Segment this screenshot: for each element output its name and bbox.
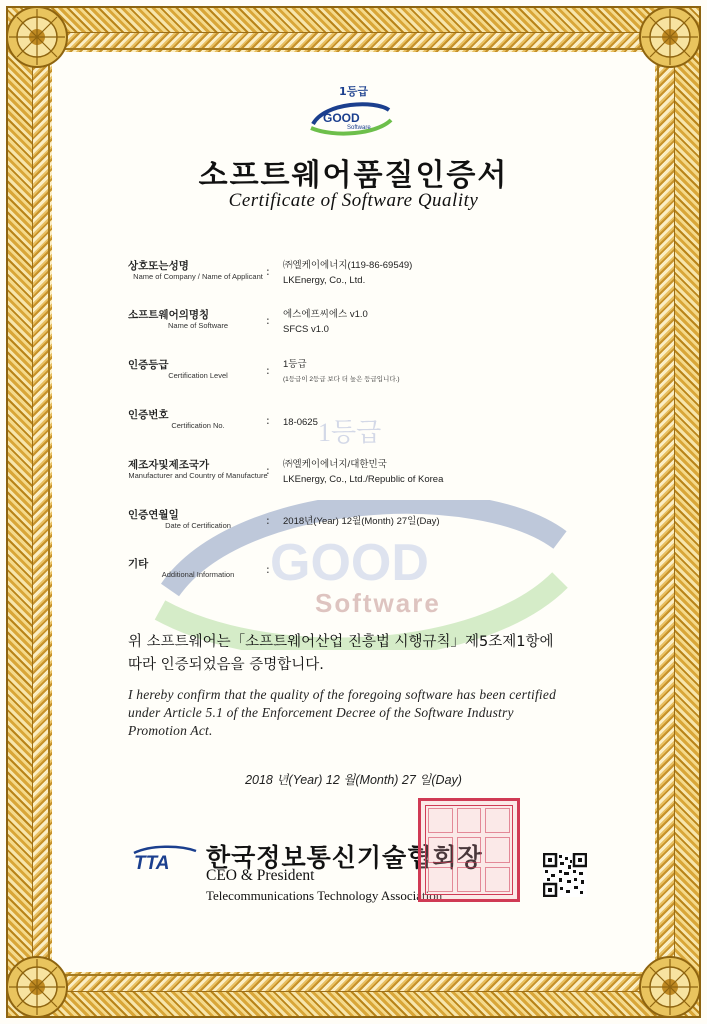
watermark-software-text: Software [315,588,441,618]
field-colon: : [266,414,270,427]
seal-cell [485,867,510,892]
corner-ornament-icon [633,950,707,1024]
declaration-english [128,686,608,740]
field-label-en: Certification Level [168,371,228,380]
good-software-logo-icon [305,98,395,138]
field-value-line: 18-0625 [283,417,318,428]
qr-code-icon[interactable] [543,853,587,897]
field-value-line: LKEnergy, Co., Ltd. [283,275,366,286]
field-colon: : [266,464,270,477]
issuer-org-korean: 한국정보통신기술협회장 [206,843,483,872]
logo-good-text: GOOD [323,111,360,125]
field-label-en: Certification No. [171,421,225,430]
seal-cell [485,808,510,833]
seal-cell [457,808,482,833]
tta-logo-text: TTA [134,853,170,873]
field-value-line: 에스에프씨에스 v1.0 [283,309,368,320]
field-value-line: ㈜엘케이에너지(119-86-69549) [283,260,413,271]
official-seal-icon [418,798,520,902]
declaration-line: Promotion Act. [128,723,213,738]
field-value [283,457,443,487]
field-colon: : [266,514,270,527]
watermark-good-text: GOOD [270,534,429,592]
field-value [283,258,412,288]
corner-ornament-icon [633,0,707,74]
field-label-en: Manufacturer and Country of Manufacture [128,471,268,480]
corner-ornament-icon [0,0,74,74]
field-colon: : [266,314,270,327]
field-label-ko: 상호또는성명 [128,260,189,272]
field-label-ko: 기타 [128,558,149,570]
field-value [283,415,318,430]
declaration-korean [128,631,598,677]
seal-cell [428,837,453,862]
watermark-grade: 1등급 [318,418,382,447]
field-value [283,307,368,337]
field-label-ko: 인증연월일 [128,509,179,521]
field-value-line: SFCS v1.0 [283,324,329,335]
field-label-en: Name of Company / Name of Applicant [133,272,263,281]
seal-cell [428,867,453,892]
declaration-line: under Article 5.1 of the Enforcement Decree of the Software Industry [128,705,514,720]
issuer-title: CEO & President [206,867,315,884]
field-label-en: Name of Software [167,321,229,330]
title-english: Certificate of Software Quality [228,190,479,211]
issue-date: 2018 년(Year) 12 월(Month) 27 일(Day) [245,773,462,787]
seal-cell [457,837,482,862]
field-label-en: Additional Information [161,570,235,579]
field-colon: : [266,364,270,377]
issuer-org-english: Telecommunications Technology Association [206,888,443,903]
seal-cell [457,867,482,892]
field-label-ko: 제조자및제조국가 [128,459,210,471]
seal-cell [428,808,453,833]
field-colon: : [266,563,270,576]
field-label-ko: 인증등급 [128,359,169,371]
field-value-line: ㈜엘케이에너지/대한민국 [283,459,387,470]
seal-grid [425,805,513,895]
logo-software-text: Software [347,125,371,131]
title-korean: 소프트웨어품질인증서 [198,158,509,193]
field-value-note: (1등급이 2등급 보다 더 높은 등급입니다.) [283,376,400,383]
seal-cell [485,837,510,862]
field-value [283,357,400,387]
field-colon: : [266,265,270,278]
corner-ornament-icon [0,950,74,1024]
field-label-ko: 인증번호 [128,409,169,421]
field-value [283,514,440,529]
declaration-line: 따라 인증되었음을 증명합니다. [128,657,324,673]
declaration-line: 위 소프트웨어는「소프트웨어산업 진흥법 시행규칙」제5조제1항에 [128,634,554,650]
declaration-line: I hereby confirm that the quality of the foregoing software has been certified [128,687,557,702]
field-value-line: LKEnergy, Co., Ltd./Republic of Korea [283,474,444,485]
field-label-en: Date of Certification [165,521,231,530]
field-value-line: 2018년(Year) 12월(Month) 27일(Day) [283,516,440,527]
field-label-ko: 소프트웨어의명칭 [128,309,210,321]
grade-badge: 1등급 [339,85,368,98]
field-value-line: 1등급 [283,359,307,370]
tta-logo-icon [130,843,200,873]
